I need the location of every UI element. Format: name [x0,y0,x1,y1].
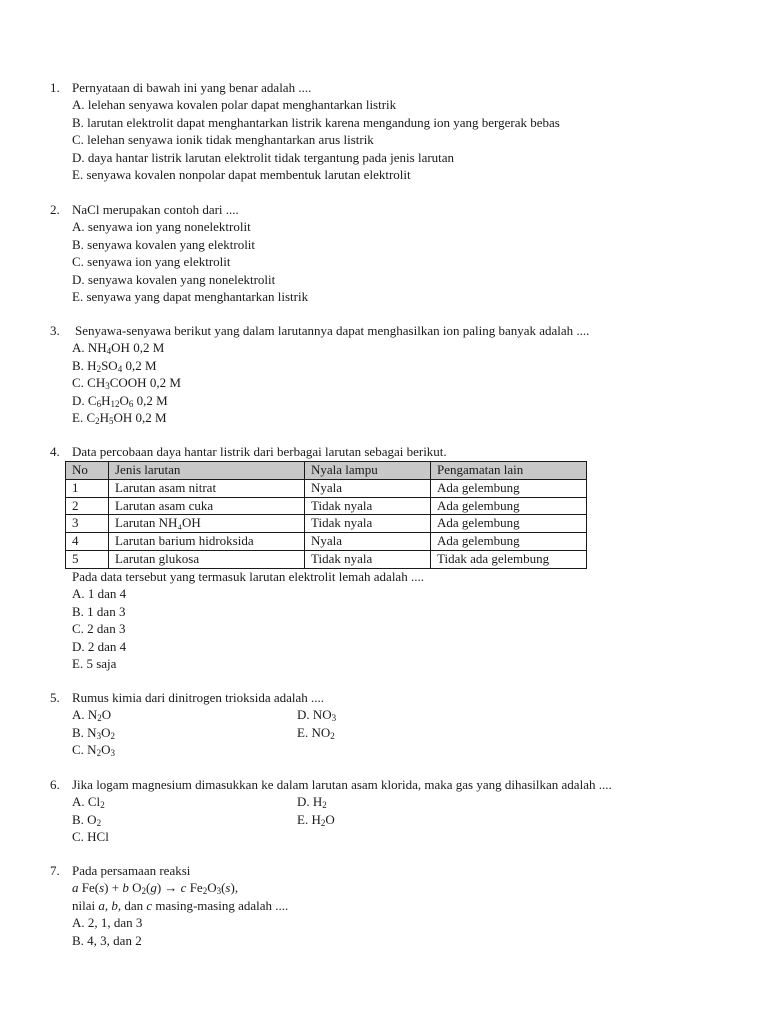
state-symbol: s [225,880,231,896]
formula-subscript: 5 [109,416,114,426]
question-stem: Data percobaan daya hantar listrik dari berbagai larutan sebagai berikut. [72,444,447,459]
formula-subscript: 3 [96,730,102,741]
followup-text: masing-masing adalah .... [152,897,289,913]
option-label: D. [297,707,310,723]
question-number: 1. [50,80,60,95]
table-row [66,515,587,533]
equation-text: ( [221,880,226,896]
option-d: D. 2 dan 4 [72,638,127,654]
followup-text: , dan [117,897,147,913]
formula-text: H [311,811,321,827]
option-b: B. larutan elektrolit dapat menghantarkan listrik karena mengandung ion yang bergerak bebas [72,114,560,130]
table-cell: 1 [66,479,109,497]
formula-text: N [87,724,97,740]
option-e: E. senyawa kovalen nonpolar dapat membentuk larutan elektrolit [72,167,411,182]
formula-subscript: 3 [105,381,110,392]
option-b [72,811,101,828]
option-c: C. 2 dan 3 [72,621,126,637]
table-cell: 5 [66,550,109,568]
option-label: B. [72,357,84,373]
table-cell: 4 [66,533,109,551]
option-d: D. daya hantar listrik larutan elektrolit tidak tergantung pada jenis larutan [72,149,455,165]
option-a: A. 2, 1, dan 3 [72,915,143,931]
option-e [297,724,335,741]
formula-text: H [99,410,110,425]
option-b [72,357,157,374]
equation-text: ) + [104,880,123,896]
table-cell: Tidak nyala [305,515,431,533]
option-b: B. 1 dan 3 [72,603,126,619]
coefficient-b: b [111,897,118,913]
option-label: B. [72,724,84,740]
formula-subscript: 3 [331,713,337,724]
formula-text: SO [101,357,118,373]
formula-subscript: 2 [110,730,115,741]
question-number: 7. [50,863,60,878]
table-row [66,479,587,497]
equation-text: O [128,880,142,896]
formula-text: NO [311,724,331,740]
question-number: 6. [50,777,60,792]
option-b [72,724,115,741]
formula-text: H [87,357,97,373]
option-a: A. senyawa ion yang nonelektrolit [72,219,251,235]
state-symbol: g [150,880,157,896]
formula-subscript: 2 [202,886,208,897]
question-number: 2. [50,202,60,217]
header-jenis-larutan: Jenis larutan [109,462,305,480]
table-cell: 3 [66,515,109,533]
formula-text: CH [87,375,106,391]
option-d [72,392,168,409]
formula-subscript: 4 [117,363,123,374]
formula-subscript: 2 [141,886,146,897]
formula-text: O [101,707,112,723]
option-c: C. lelehan senyawa ionik tidak menghantarkan arus listrik [72,132,374,148]
formula-text: H [312,794,323,810]
formula-text: N [87,742,97,758]
formula-subscript: 12 [110,398,120,409]
option-e: E. senyawa yang dapat menghantarkan listrik [72,289,309,304]
formula-subscript: 2 [97,713,102,724]
option-c [72,374,181,391]
question-number: 3. [50,323,60,338]
formula-text: OH 0,2 M [113,410,167,425]
option-label: C. [72,742,84,758]
formula-subscript: 2 [96,748,102,759]
option-d [297,706,336,723]
header-pengamatan-lain: Pengamatan lain [431,462,587,480]
table-cell: 2 [66,497,109,515]
formula-text: NH [87,340,107,356]
question-number: 4. [50,444,60,459]
option-e [72,409,167,426]
option-label: C. [72,375,84,391]
option-label: A. [72,707,85,723]
equation-text: ( [145,880,151,896]
coefficient-a: a [98,897,105,913]
formula-text: HCl [87,829,109,845]
question-number: 5. [50,690,60,705]
question-stem: Rumus kimia dari dinitrogen trioksida adalah .... [72,690,325,705]
formula-subscript: 4 [106,346,112,357]
table-cell: Larutan NH₄OH [109,515,305,533]
table-row [66,533,587,551]
table-cell: Tidak nyala [305,550,431,568]
table-cell: Larutan barium hidroksida [109,533,305,551]
table-cell: Ada gelembung [431,533,587,551]
option-label: B. [72,811,84,827]
option-b: B. 4, 3, dan 2 [72,932,142,948]
formula-text: 0,2 M [133,392,168,408]
formula-text: O [119,392,129,408]
option-a [72,706,111,723]
equation-text: Fe [186,880,203,896]
formula-subscript: 6 [96,398,102,409]
table-row [66,550,587,568]
formula-subscript: 2 [96,817,102,828]
reaction-equation [72,879,238,896]
formula-subscript: 3 [216,886,222,897]
option-label: E. [297,811,309,827]
table-cell: Ada gelembung [431,479,587,497]
coefficient-c: c [146,897,153,913]
option-label: A. [72,794,85,810]
option-label: D. [297,794,310,810]
option-a: A. lelehan senyawa kovalen polar dapat menghantarkan listrik [72,97,397,113]
table-cell: Nyala [305,479,431,497]
option-label: C. [72,829,84,845]
header-no: No [66,462,109,480]
followup-text: nilai [72,897,99,913]
question-stem: NaCl merupakan contoh dari .... [72,202,239,217]
formula-subscript: 2 [320,817,326,828]
coefficient-a: a [72,880,79,896]
formula-text: O [101,724,111,740]
formula-subscript: 2 [100,800,105,811]
state-symbol: s [99,880,105,896]
formula-text: O [101,742,111,758]
option-a [72,793,105,810]
table-cell: Nyala [305,533,431,551]
option-c [72,828,109,845]
question-stem: Senyawa-senyawa berikut yang dalam larutannya dapat menghasilkan ion paling banyak adalah .... [75,323,590,338]
formula-text: C [87,392,97,408]
table-header-row [66,462,587,480]
option-d: D. senyawa kovalen yang nonelektrolit [72,271,276,287]
formula-text: N [87,707,98,723]
question-stem: Pernyataan di bawah ini yang benar adalah .... [72,80,312,95]
question-stem: Jika logam magnesium dimasukkan ke dalam larutan asam klorida, maka gas yang dihasilkan adalah .... [72,777,612,792]
option-label: D. [72,392,85,408]
formula-text: C [86,410,96,425]
followup-text: , [104,897,112,913]
option-label: E. [72,410,84,425]
option-label: A. [72,340,85,356]
formula-text: O [87,811,97,827]
option-d [297,793,327,810]
formula-text: COOH 0,2 M [109,375,181,391]
option-label: E. [297,724,309,740]
formula-subscript: 2 [96,363,102,374]
formula-text: 0,2 M [122,357,157,373]
equation-text: Fe( [81,880,100,896]
equation-text: O [207,880,217,896]
data-table [65,461,587,569]
table-cell: Larutan asam cuka [109,497,305,515]
option-e [297,811,335,828]
question-followup: Pada data tersebut yang termasuk larutan elektrolit lemah adalah .... [72,569,424,584]
formula-subscript: 2 [95,416,100,426]
formula-subscript: 3 [110,748,115,759]
coefficient-b: b [122,880,129,896]
option-a [72,339,164,356]
table-cell: Tidak nyala [305,497,431,515]
table-row [66,497,587,515]
equation-text: ), [230,880,239,896]
option-e: E. 5 saja [72,656,117,671]
formula-text: OH 0,2 M [111,340,165,356]
option-c [72,741,115,758]
option-c: C. senyawa ion yang elektrolit [72,254,231,270]
formula-text: O [325,811,335,827]
formula-subscript: 2 [330,730,335,741]
formula-text: H [101,392,111,408]
table-cell: Ada gelembung [431,497,587,515]
table-cell: Ada gelembung [431,515,587,533]
question-stem: Pada persamaan reaksi [72,863,191,878]
question-followup [72,897,288,914]
option-b: B. senyawa kovalen yang elektrolit [72,236,256,252]
table-cell: Tidak ada gelembung [431,550,587,568]
coefficient-c: c [180,880,187,896]
table-cell: Larutan glukosa [109,550,305,568]
option-a: A. 1 dan 4 [72,586,127,602]
formula-subscript: 6 [128,398,134,409]
equation-text: ) → [156,880,181,896]
formula-text: NO [312,707,332,723]
header-nyala-lampu: Nyala lampu [305,462,431,480]
formula-subscript: 2 [322,800,327,811]
formula-text: Cl [87,794,101,810]
table-cell: Larutan asam nitrat [109,479,305,497]
